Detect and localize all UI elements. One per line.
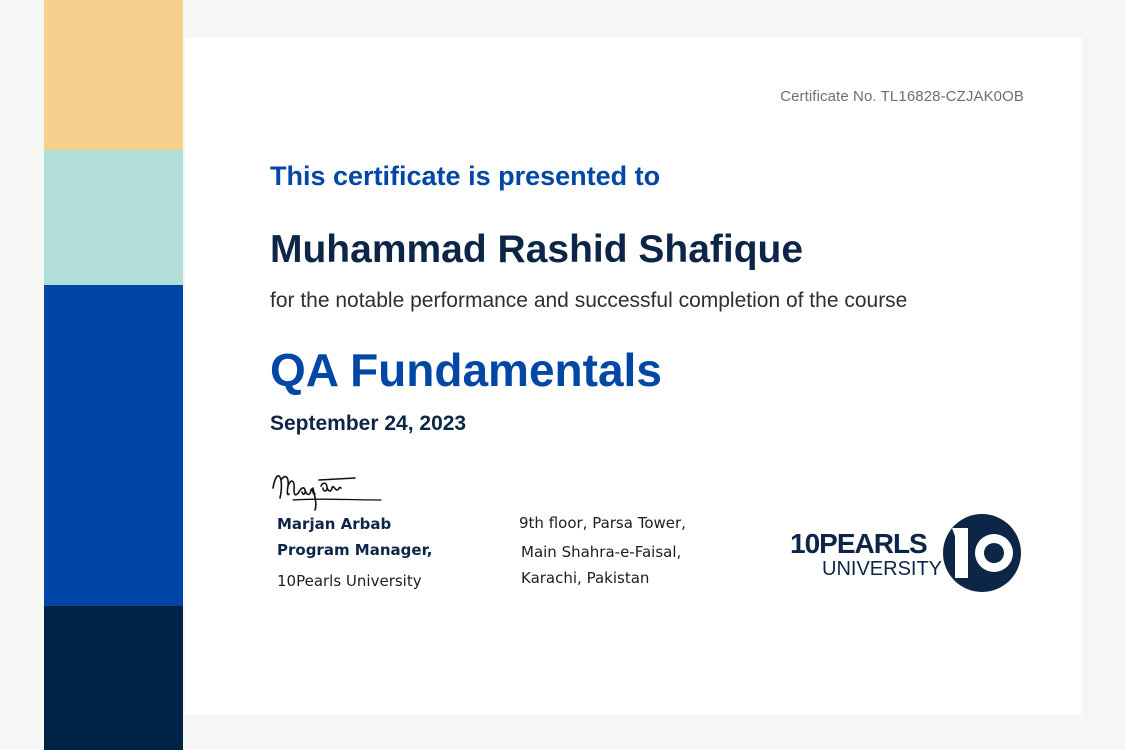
stripe-yellow [44,0,183,150]
address-line-2: Main Shahra-e-Faisal, [521,543,682,561]
certificate-card [185,38,1082,715]
completion-date: September 24, 2023 [270,412,467,435]
signature-image [269,466,383,512]
stripe-mint [44,150,183,285]
certificate-heading: This certificate is presented to [270,161,661,191]
completion-description: for the notable performance and successful completion of the course [270,289,908,312]
signer-title: Program Manager, [277,541,433,559]
logo-wordmark: 10PEARLS [790,528,927,559]
recipient-name: Muhammad Rashid Shafique [270,228,804,271]
certificate-number: Certificate No. TL16828-CZJAK0OB [780,88,1024,105]
logo-subtitle: UNIVERSITY [822,558,943,580]
address-line-3: Karachi, Pakistan [521,569,650,587]
10pearls-university-logo [788,511,1022,593]
signer-organization: 10Pearls University [277,572,422,590]
stripe-navy [44,606,183,750]
signer-name: Marjan Arbab [277,515,392,533]
logo-10-mark-icon [942,513,1022,593]
course-title: QA Fundamentals [270,344,662,396]
stripe-blue [44,285,183,606]
address-line-1: 9th floor, Parsa Tower, [519,514,686,532]
